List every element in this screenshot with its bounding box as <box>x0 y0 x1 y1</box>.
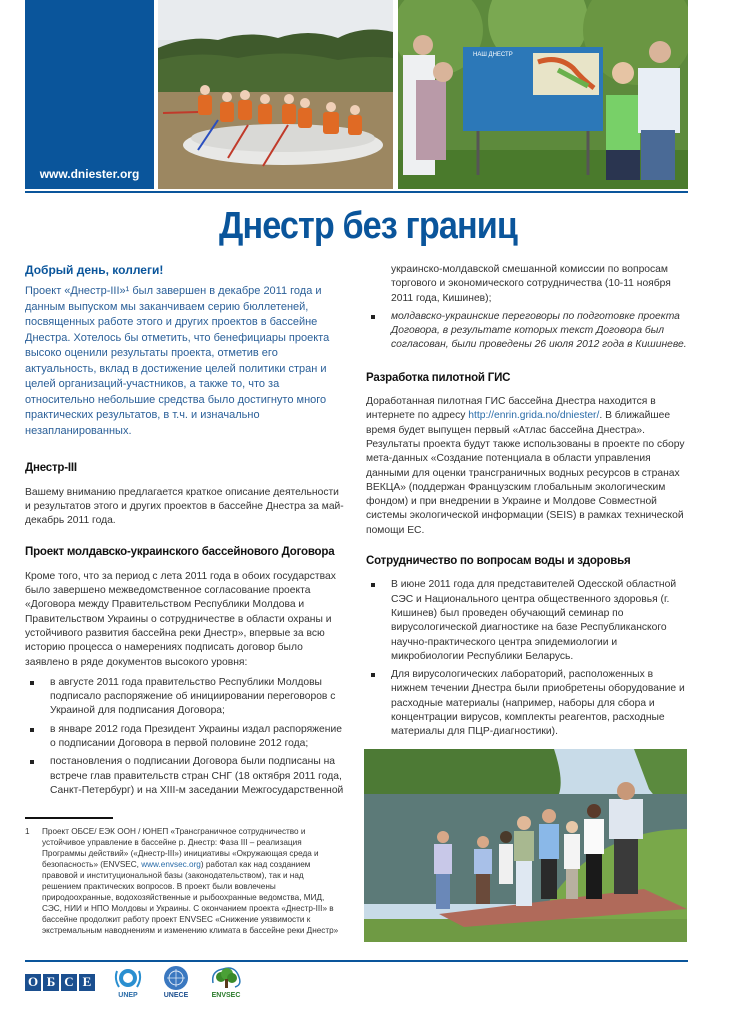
left-column <box>25 263 345 802</box>
list-item: в январе 2012 года Президент Украины издал распоряжение о подписании Договора в первой половине 2012 года; <box>25 723 345 752</box>
section-heading-gis: Разработка пилотной ГИС <box>366 371 511 384</box>
header-rule <box>25 191 688 193</box>
footer-rule <box>25 960 688 962</box>
gis-link[interactable]: http://enrin.grida.no/dniester/ <box>468 410 600 422</box>
footnote-text: Проект ОБСЕ/ ЕЭК ООН / ЮНЕП «Трансграничное сотрудничество и устойчивое управление в бассейне р. Днестр: Фаза III – реализация Программы действий» («Днестр-III») инициативы «Окружающая среда и безопасность» (ENVSEC, <box>42 827 319 869</box>
gis-text-end: . В ближайшее время будет выпущен первый «Атлас бассейна Днестра». Результаты проекта будут также использованы в проекте по сбору мета-данных «Создание потенциала в области управления данными для оценки трансграничных водных ресурсов в странах ВЕКЦА» (поддержан Французским глобальным экологическим фондом) и при внедрении в Украине и Молдове Совместной системы экологической информации (SEIS) в рамках технической помощи ЕС. <box>366 410 685 536</box>
envsec-link[interactable]: www.envsec.org <box>141 860 201 869</box>
treaty-bullet-list-continued <box>366 263 688 353</box>
water-health-bullet-list <box>366 578 688 739</box>
right-column <box>366 263 688 744</box>
osce-letter: Е <box>79 974 95 991</box>
footnote-number: 1 <box>25 827 30 836</box>
list-item-continued: украинско-молдавской смешанной комиссии по вопросам торгового и экономического сотрудничества (10-11 ноября 2011 года, Кишинев); <box>391 264 671 304</box>
signboard-photo <box>398 0 688 189</box>
section-body-dniester3: Вашему вниманию предлагается краткое описание деятельности и результатов этого и других проектов в бассейне Днестра за май-декабрь 2011 года. <box>25 486 344 527</box>
unep-label: UNEP <box>118 992 138 999</box>
list-item: Для вирусологических лабораторий, расположенных в нижнем течении Днестра были приобретены оборудование и расходные материалы (например, наборы для сбора и концентрации вирусов, комплекты реагентов, расходные материалы для ПЦР-диагностики). <box>366 668 688 739</box>
partner-logos <box>25 965 243 999</box>
header-blue-block <box>25 0 154 189</box>
page-title: Днестр без границ <box>219 205 517 247</box>
greeting-heading: Добрый день, коллеги! <box>25 263 164 277</box>
site-url[interactable]: www.dniester.org <box>39 167 140 181</box>
footnote-text-end: ) работал как над созданием правовой и институциональной базы (законодательством), так и над решением практических вопросов. В проект были вовлечены природоохранные, водохозяйственные и рыбоохранные ведомства, МИД, СЭС, НИИ и НПО Молдовы и Украины. С окончанием проекта «Днестр-III» в бассейне продолжит работу проект ENVSEC «Снижение уязвимости к экстремальным наводнениям и изменению климата в бассейне реки Днестр» <box>42 860 339 935</box>
footnote <box>25 826 345 936</box>
footnote-rule <box>25 817 113 819</box>
list-item: В июне 2011 года для представителей Одесской областной СЭС и Национального центра общественного здоровья (г. Кишинев) был проведен обучающий семинар по вирусологической диагностике на базе Республиканского научно-практического центра эпидемиологии и микробиологии Республики Беларусь. <box>366 578 688 664</box>
osce-logo[interactable] <box>25 974 95 991</box>
section-body-gis <box>366 395 688 538</box>
list-item: постановления о подписании Договора были подписаны на встрече глав правительств стран СНГ (18 октября 2011 года, Санкт-Петербург) и на XIII-м заседании Межгосударственной <box>25 755 345 798</box>
osce-letter: Б <box>43 974 59 991</box>
envsec-tree-icon <box>209 965 243 991</box>
envsec-logo[interactable] <box>209 965 243 999</box>
signboard-title: НАШ ДНЕСТР <box>473 52 513 58</box>
rafting-photo <box>158 0 393 189</box>
section-heading-treaty: Проект молдавско-украинского бассейнового Договора <box>25 546 335 559</box>
list-item: в августе 2011 года правительство Республики Молдовы подписало распоряжение об инициировании переговоров с Украиной для подписания Договора; <box>25 676 345 719</box>
section-heading-dniester3: Днестр-III <box>25 462 77 475</box>
un-emblem-icon <box>161 965 191 991</box>
gis-text: Доработанная пилотная ГИС бассейна Днестра находится в интернете по адресу <box>366 396 656 422</box>
unep-logo[interactable] <box>113 965 143 999</box>
unep-emblem-icon <box>113 965 143 991</box>
intro-paragraph: Проект «Днестр-III»¹ был завершен в декабре 2011 года и данным выпуском мы заканчиваем серию бюллетеней, посвященных работе этого и других проектов в бассейне Днестра. Хотелось бы отметить, что бенефициары проекта высоко оценили результаты проекта, отметив его актуальность, вклад в достижение целей политики стран и целей организаций-участников, а также то, что за относительно небольшие средства было достигнуто много практических результатов, в т.ч. и изначально незапланированных. <box>25 285 330 437</box>
treaty-bullet-list <box>25 676 345 798</box>
section-body-treaty: Кроме того, что за период с лета 2011 года в обоих государствах было завершено межведомственное согласование проекта «Договора между Правительством Республики Молдова и Правительством Украины о сотрудничестве в области охраны и устойчивого развития бассейна реки Днестр», впервые за всю историю процесса о намерениях подписать договор было заявлено в ряде документов высокого уровня: <box>25 570 336 668</box>
unece-label: UNECE <box>163 992 189 999</box>
list-item: молдавско-украинские переговоры по подготовке проекта Договора, в результате которых текст Договора был согласован, были проведены 26 июля 2012 года в Кишиневе. <box>366 310 688 353</box>
riverbank-group-photo <box>364 749 687 942</box>
section-heading-water-health: Сотрудничество по вопросам воды и здоровья <box>366 555 631 568</box>
osce-letter: С <box>61 974 77 991</box>
osce-letter: О <box>25 974 41 991</box>
envsec-label: ENVSEC <box>211 992 241 999</box>
unece-logo[interactable] <box>161 965 191 999</box>
